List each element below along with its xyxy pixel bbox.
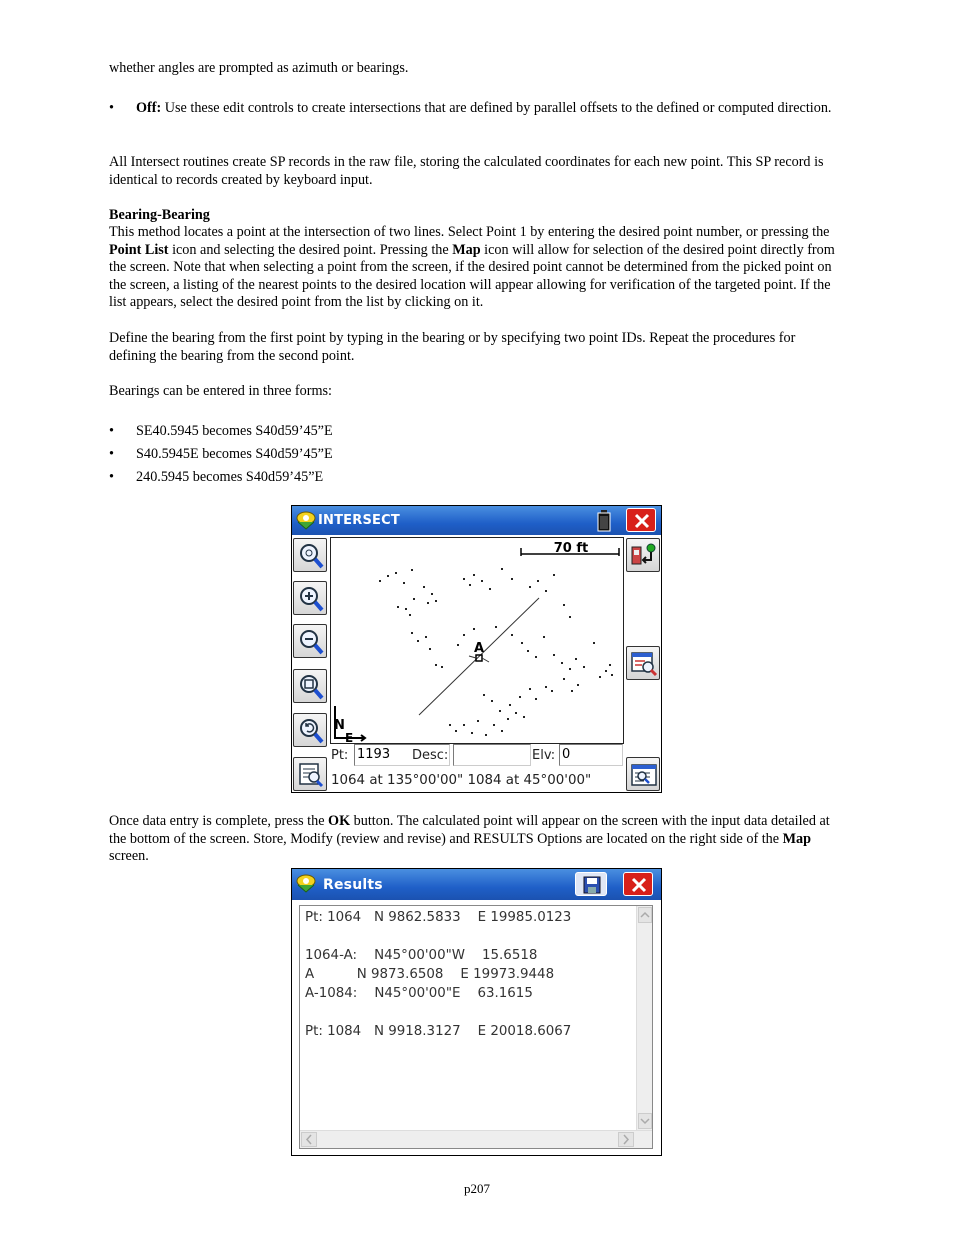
zoom-out-button[interactable] [293, 624, 327, 658]
zoom-previous-button[interactable] [293, 713, 327, 747]
result-line: Pt: 1084 N 9918.3127 E 20018.6067 [305, 1024, 572, 1039]
map-settings-icon [297, 761, 325, 789]
close-button[interactable] [626, 508, 656, 532]
scroll-left-button[interactable] [301, 1132, 317, 1147]
zoom-out-icon [297, 628, 325, 656]
elv-input[interactable]: 0 [559, 744, 623, 766]
off-label: Off: [136, 100, 162, 116]
desc-label: Desc: [412, 748, 449, 763]
app-logo-icon [295, 872, 318, 894]
scroll-down-button[interactable] [638, 1113, 652, 1129]
results-titlebar [292, 869, 662, 900]
intersect-window [291, 505, 662, 793]
elv-label: Elv: [532, 748, 556, 763]
close-button[interactable] [623, 872, 653, 896]
battery-icon [597, 510, 611, 532]
chevron-up-icon [639, 908, 651, 922]
east-label: E [345, 731, 354, 743]
intersect-title: INTERSECT [318, 513, 400, 528]
paragraph-define-bearing: Define the bearing from the first point by typing in the bearing or by specifying two point IDs. Repeat the procedures for defining the bearing from the second point. [109, 330, 796, 364]
north-label: N [334, 718, 345, 733]
paragraph-bearing-method: This method locates a point at the intersection of two lines. Select Point 1 by entering the desired point number, or pressing the Point List icon and selecting the desired point. Pressing the Map icon will allow for selection of the desired point directly from the screen. Note that when selecting a point from the screen, if the desired point cannot be determined from the picked point on the screen, a listing of the nearest points to the desired location will appear allowing for verification of the targeted point. If the list appears, select the desired point from the list by clicking on it. [109, 224, 835, 311]
pt-input[interactable]: 1193 [354, 744, 450, 766]
scroll-up-button[interactable] [638, 907, 652, 923]
paragraph-ok-results: Once data entry is complete, press the OK button. The calculated point will appear on the screen with the input data detailed at the bottom of the screen. Store, Modify (review and revise) and RESULTS Options are located on the right side of the Map screen. [109, 813, 830, 865]
zoom-extents-button[interactable] [293, 538, 327, 572]
results-list[interactable] [299, 905, 653, 1149]
result-line: A-1084: N45°00'00"E 63.1615 [305, 986, 533, 1001]
chevron-down-icon [639, 1114, 651, 1128]
modify-icon [630, 650, 658, 678]
modify-button[interactable] [626, 646, 660, 680]
map-term-2: Map [782, 830, 811, 847]
scale-label: 70 ft [553, 541, 589, 556]
ok-term: OK [328, 813, 351, 829]
status-line: 1064 at 135°00'00" 1084 at 45°00'00" [331, 773, 592, 788]
page-number: p207 [464, 1181, 490, 1196]
map-term: Map [452, 241, 481, 258]
result-line: A N 9873.6508 E 19973.9448 [305, 967, 555, 982]
survey-points [379, 568, 613, 736]
close-icon [634, 513, 650, 529]
results-title: Results [323, 877, 383, 893]
save-button[interactable] [575, 872, 607, 896]
pt-label: Pt: [331, 748, 349, 763]
zoom-window-button[interactable] [293, 669, 327, 703]
store-point-button[interactable] [626, 538, 660, 572]
off-text: Use these edit controls to create intersections that are defined by parallel offsets to the defined or computed direction. [161, 100, 832, 116]
results-window [291, 868, 662, 1156]
close-icon [631, 877, 647, 893]
zoom-in-icon [297, 585, 325, 613]
vertical-scrollbar[interactable] [636, 906, 652, 1130]
map-canvas[interactable] [330, 537, 624, 744]
zoom-previous-icon [297, 717, 325, 745]
bullet-dot: • [109, 100, 114, 116]
result-line: 1064-A: N45°00'00"W 15.6518 [305, 948, 538, 963]
paragraph-sp-records: All Intersect routines create SP records in the raw file, storing the calculated coordinates for each new point. This SP record is identical to records created by keyboard input. [109, 154, 824, 188]
store-point-icon [630, 542, 658, 570]
desc-input[interactable] [453, 744, 531, 766]
results-icon [630, 761, 658, 789]
chevron-right-icon [619, 1133, 633, 1146]
section-heading: Bearing-Bearing [109, 207, 210, 223]
app-logo-icon [295, 509, 318, 531]
paragraph-angles: whether angles are prompted as azimuth or bearings. [109, 60, 409, 76]
zoom-extents-icon [297, 542, 325, 570]
save-icon [583, 876, 601, 894]
point-label: A [473, 641, 485, 656]
paragraph-forms: Bearings can be entered in three forms: [109, 383, 332, 399]
chevron-left-icon [302, 1133, 316, 1146]
result-line: Pt: 1064 N 9862.5833 E 19985.0123 [305, 910, 572, 925]
intersect-titlebar [292, 506, 662, 535]
map-drawing [331, 538, 623, 743]
scroll-right-button[interactable] [618, 1132, 634, 1147]
horizontal-scrollbar[interactable] [300, 1130, 652, 1148]
zoom-in-button[interactable] [293, 581, 327, 615]
zoom-window-icon [297, 673, 325, 701]
results-button[interactable] [626, 757, 660, 791]
point-list-term: Point List [109, 241, 169, 258]
map-settings-button[interactable] [293, 757, 327, 791]
